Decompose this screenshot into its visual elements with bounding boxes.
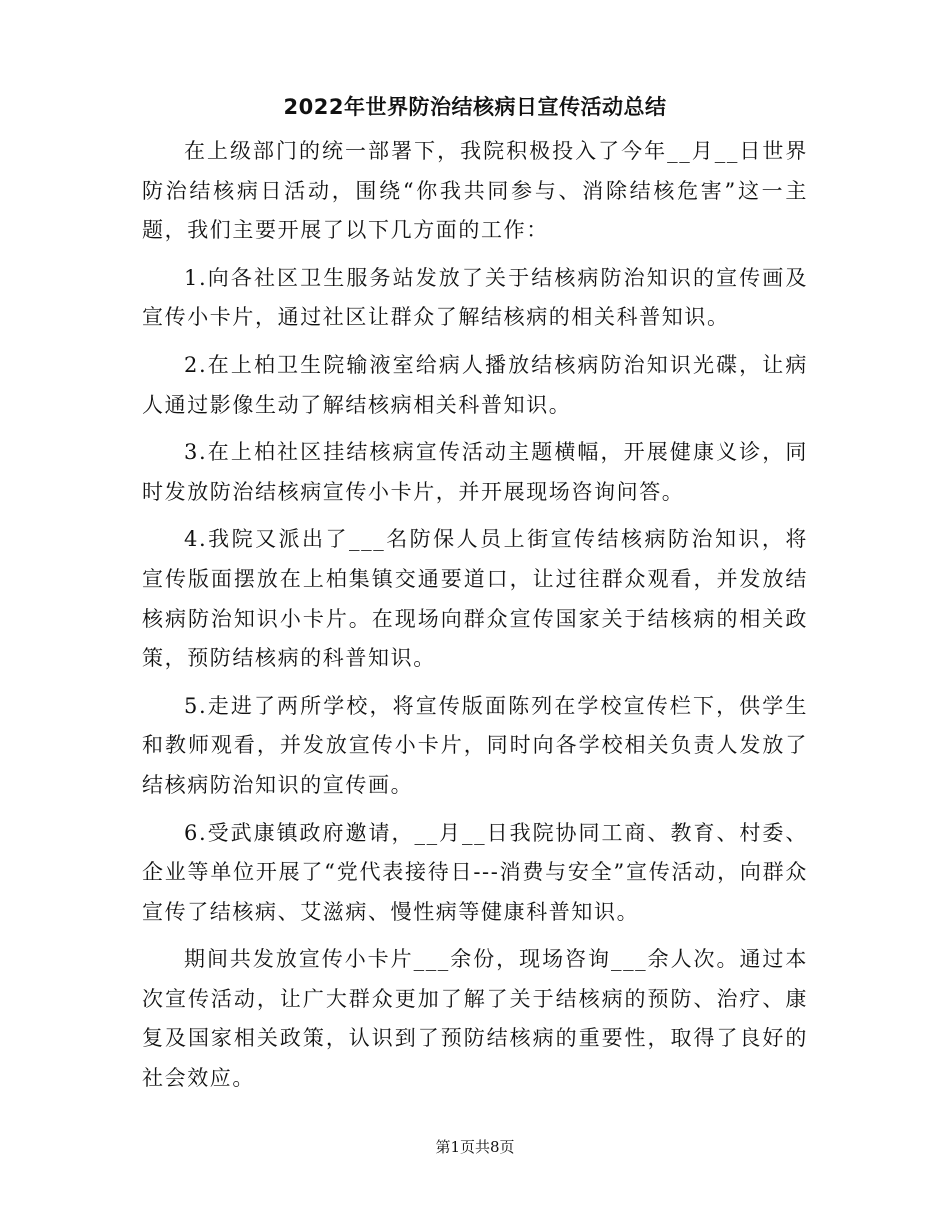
document-title: 2022年世界防治结核病日宣传活动总结 (283, 95, 667, 119)
paragraph-item-3: 3.在上柏社区挂结核病宣传活动主题横幅，开展健康义诊，同时发放防治结核病宣传小卡片，并开展现场咨询问答。 (142, 440, 808, 504)
paragraph-item-4: 4.我院又派出了___名防保人员上街宣传结核病防治知识，将宣传版面摆放在上柏集镇交通要道口，让过往群众观看，并发放结核病防治知识小卡片。在现场向群众宣传国家关于结核病的相关政策，预防结核病的科普知识。 (142, 527, 808, 671)
paragraph-intro: 在上级部门的统一部署下，我院积极投入了今年__月__日世界防治结核病日活动，围绕“你我共同参与、消除结核危害”这一主题，我们主要开展了以下几方面的工作： (142, 139, 808, 243)
page-number: 第1页共8页 (435, 1138, 515, 1156)
paragraph-item-2: 2.在上柏卫生院输液室给病人播放结核病防治知识光碟，让病人通过影像生动了解结核病相关科普知识。 (142, 352, 808, 417)
paragraph-item-6: 6.受武康镇政府邀请，__月__日我院协同工商、教育、村委、企业等单位开展了“党代表接待日---消费与安全”宣传活动，向群众宣传了结核病、艾滋病、慢性病等健康科普知识。 (142, 820, 808, 924)
paragraph-item-5: 5.走进了两所学校，将宣传版面陈列在学校宣传栏下，供学生和教师观看，并发放宣传小卡片，同时向各学校相关负责人发放了结核病防治知识的宣传画。 (142, 693, 808, 797)
paragraph-summary: 期间共发放宣传小卡片___余份，现场咨询___余人次。通过本次宣传活动，让广大群众更加了解了关于结核病的预防、治疗、康复及国家相关政策，认识到了预防结核病的重要性，取得了良好的社会效应。 (142, 947, 808, 1091)
paragraph-item-1: 1.向各社区卫生服务站发放了关于结核病防治知识的宣传画及宣传小卡片，通过社区让群众了解结核病的相关科普知识。 (142, 265, 808, 330)
document-body (142, 132, 808, 1107)
